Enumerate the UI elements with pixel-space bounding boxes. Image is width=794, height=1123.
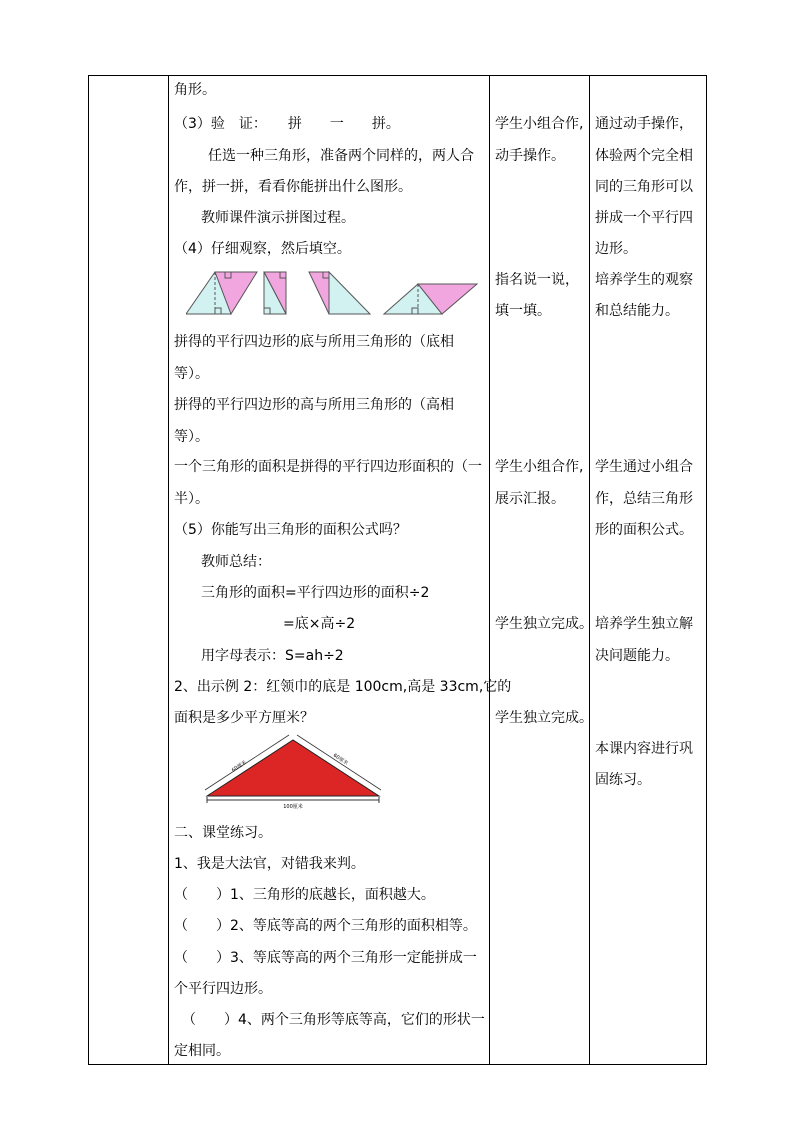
process-text: 教师总结： <box>201 554 271 570</box>
design-intent-text: 和总结能力。 <box>595 303 679 319</box>
process-text: 教师课件演示拼图过程。 <box>201 210 355 226</box>
process-text: 面积是多少平方厘米？ <box>174 710 314 726</box>
process-text: 作，拼一拼，看看你能拼出什么图形。 <box>174 179 412 195</box>
process-text: （ ）1、三角形的底越长，面积越大。 <box>174 887 435 903</box>
process-text: 二、课堂练习。 <box>174 825 272 841</box>
process-text: （5）你能写出三角形的面积公式吗？ <box>174 522 407 538</box>
process-text: 定相同。 <box>174 1043 230 1059</box>
process-text: 一个三角形的面积是拼得的平行四边形面积的（一 <box>174 459 482 475</box>
column-divider <box>489 76 490 1064</box>
process-text: 等）。 <box>174 366 209 382</box>
student-activity-text: 学生小组合作, <box>495 116 584 132</box>
scarf-side-label: 60厘米 <box>331 752 349 767</box>
student-activity-text: 学生独立完成。 <box>495 710 593 726</box>
triangle-puzzle-figure <box>186 270 480 316</box>
student-activity-text: 动手操作。 <box>495 148 565 164</box>
student-activity-text: 指名说一说， <box>495 272 579 288</box>
scarf-base-label: 100厘米 <box>283 804 303 810</box>
design-intent-text: 学生通过小组合 <box>595 459 693 475</box>
design-intent-text: 拼成一个平行四 <box>595 210 693 226</box>
column-divider <box>589 76 590 1064</box>
process-text: 半）。 <box>174 491 209 507</box>
design-intent-text: 培养学生的观察 <box>595 272 693 288</box>
student-activity-text: 学生小组合作, <box>495 459 584 475</box>
student-activity-text: 展示汇报。 <box>495 491 565 507</box>
column-divider <box>168 76 169 1064</box>
process-text: 等）。 <box>174 429 209 445</box>
design-intent-text: 形的面积公式。 <box>595 522 693 538</box>
process-text: 2、出示例 2：红领巾的底是 100cm,高是 33cm,它的 <box>174 679 512 695</box>
process-text: 1、我是大法官，对错我来判。 <box>174 856 365 872</box>
student-activity-text: 填一填。 <box>495 303 551 319</box>
process-text: （ ）4、两个三角形等底等高，它们的形状一 <box>182 1012 485 1028</box>
process-text: =底×高÷2 <box>283 616 356 632</box>
process-text: （4）仔细观察，然后填空。 <box>174 241 351 257</box>
process-text: （ ）2、等底等高的两个三角形的面积相等。 <box>174 918 477 934</box>
process-text: 三角形的面积=平行四边形的面积÷2 <box>201 585 430 601</box>
design-intent-text: 边形。 <box>595 241 637 257</box>
scarf-side-label: 60厘米 <box>230 759 248 774</box>
red-scarf-figure <box>201 730 385 812</box>
process-text: 拼得的平行四边形的高与所用三角形的（高相 <box>174 397 454 413</box>
design-intent-text: 固练习。 <box>595 772 651 788</box>
design-intent-text: 通过动手操作， <box>595 116 693 132</box>
design-intent-text: 体验两个完全相 <box>595 148 693 164</box>
design-intent-text: 作，总结三角形 <box>595 491 693 507</box>
student-activity-text: 学生独立完成。 <box>495 616 593 632</box>
design-intent-text: 决问题能力。 <box>595 648 679 664</box>
process-text: （3）验 证： 拼 一 拼。 <box>174 116 400 132</box>
process-text: 用字母表示：S=ah÷2 <box>201 648 344 664</box>
design-intent-text: 同的三角形可以 <box>595 179 693 195</box>
design-intent-text: 本课内容进行巩 <box>595 741 693 757</box>
process-text: 个平行四边形。 <box>174 981 272 997</box>
process-text: 任选一种三角形，准备两个同样的，两人合 <box>208 148 474 164</box>
process-text: （ ）3、等底等高的两个三角形一定能拼成一 <box>174 950 477 966</box>
design-intent-text: 培养学生独立解 <box>595 616 693 632</box>
process-text: 角形。 <box>174 82 216 98</box>
process-text: 拼得的平行四边形的底与所用三角形的（底相 <box>174 334 454 350</box>
